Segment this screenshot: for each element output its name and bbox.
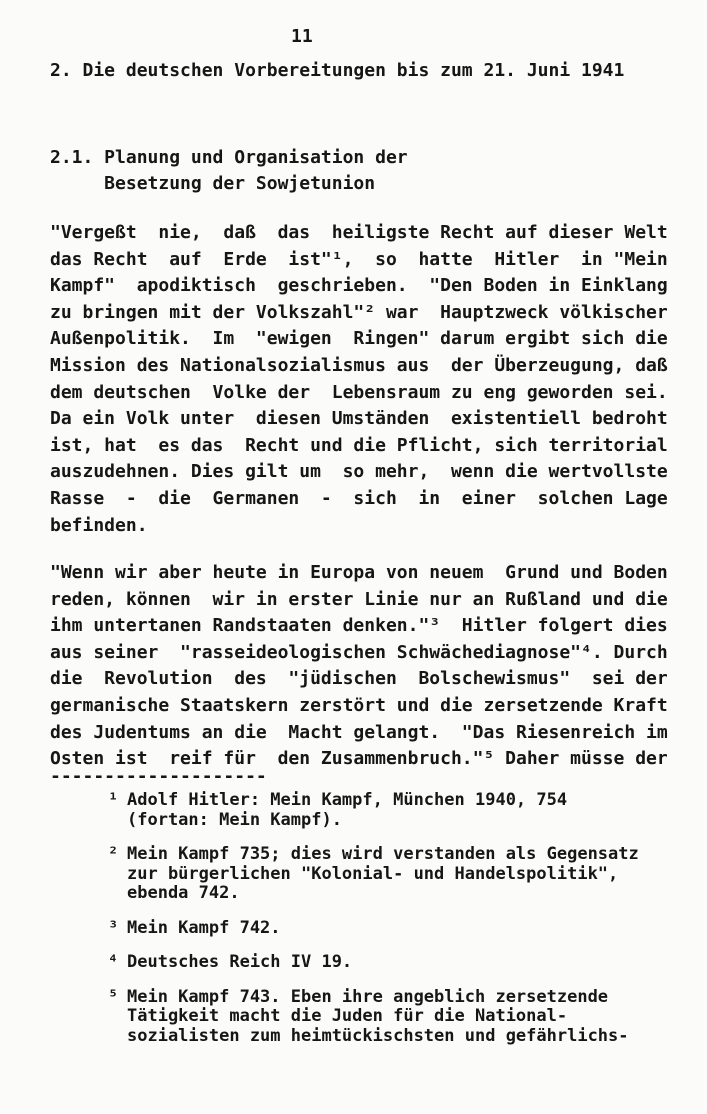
footnotes-block <box>50 791 670 1061</box>
footnote <box>50 988 670 1047</box>
footnote-marker: ² <box>108 844 119 864</box>
footnote-marker: ³ <box>108 917 119 938</box>
text-line: ebenda 742. <box>127 883 240 903</box>
page-number: 11 <box>291 26 313 47</box>
footnote-text <box>127 919 281 939</box>
text-line: Besetzung der Sowjetunion <box>50 173 376 194</box>
text-line: Mein Kampf 743. Eben ihre angeblich zersetzende <box>127 986 609 1007</box>
text-line: zu bringen mit der Volkszahl"² war Hauptzweck völkischer <box>50 301 668 323</box>
footnote <box>50 791 670 830</box>
footnote-marker: ⁵ <box>108 986 119 1007</box>
footnote-text <box>127 791 567 830</box>
footnote <box>50 919 670 939</box>
text-line: aus seiner "rasseideologischen Schwächediagnose"⁴. Durch <box>50 641 668 663</box>
paragraph-1 <box>50 220 668 539</box>
text-line: sozialisten zum heimtückischsten und gefährlichs- <box>127 1025 629 1046</box>
text-line: 2.1. Planung und Organisation der <box>50 147 408 168</box>
text-line: Osten ist reif für den Zusammenbruch."⁵ Daher müsse der <box>50 748 668 770</box>
text-line: die Revolution des "jüdischen Bolschewismus" sei der <box>50 668 668 690</box>
footnote <box>50 845 670 904</box>
text-line: germanische Staatskern zerstört und die zersetzende Kraft <box>50 694 668 716</box>
text-line: Rasse - die Germanen - sich in einer solchen Lage <box>50 487 668 509</box>
section-heading <box>50 145 408 197</box>
text-line: auszudehnen. Dies gilt um so mehr, wenn die wertvollste <box>50 461 668 483</box>
text-line: Außenpolitik. Im "ewigen Ringen" darum ergibt sich die <box>50 328 668 350</box>
footnote-text <box>127 845 639 904</box>
chapter-heading: 2. Die deutschen Vorbereitungen bis zum 21. Juni 1941 <box>50 60 625 81</box>
text-line: zur bürgerlichen "Kolonial- und Handelspolitik", <box>127 863 619 884</box>
paragraph-2 <box>50 560 668 773</box>
footnote-separator: -------------------- <box>50 766 267 787</box>
footnote-text <box>127 988 629 1047</box>
text-line: ihm untertanen Randstaaten denken."³ Hitler folgert dies <box>50 615 668 637</box>
text-line: "Wenn wir aber heute in Europa von neuem Grund und Boden <box>50 562 668 583</box>
text-line: ist, hat es das Recht und die Pflicht, sich territorial <box>50 434 668 456</box>
text-line: Tätigkeit macht die Juden für die National- <box>127 1006 568 1026</box>
text-line: Deutsches Reich IV 19. <box>127 952 353 972</box>
text-line: das Recht auf Erde ist"¹, so hatte Hitler in "Mein <box>50 248 668 270</box>
footnote <box>50 953 670 973</box>
text-line: reden, können wir in erster Linie nur an Rußland und die <box>50 588 668 610</box>
text-line: Mission des Nationalsozialismus aus der Überzeugung, daß <box>50 354 668 376</box>
text-line: Da ein Volk unter diesen Umständen existentiell bedroht <box>50 408 668 430</box>
text-line: Mein Kampf 735; dies wird verstanden als Gegensatz <box>127 844 639 864</box>
footnote-marker: ¹ <box>108 790 119 810</box>
text-line: "Vergeßt nie, daß das heiligste Recht auf dieser Welt <box>50 222 668 243</box>
text-line: Adolf Hitler: Mein Kampf, München 1940, 754 <box>127 790 568 810</box>
text-line: befinden. <box>50 514 148 536</box>
text-line: Kampf" apodiktisch geschrieben. "Den Boden in Einklang <box>50 275 668 297</box>
text-line: (fortan: Mein Kampf). <box>127 809 342 830</box>
text-line: des Judentums an die Macht gelangt. "Das Riesenreich im <box>50 721 668 743</box>
text-line: dem deutschen Volke der Lebensraum zu eng geworden sei. <box>50 381 668 403</box>
footnote-text <box>127 953 352 973</box>
text-line: Mein Kampf 742. <box>127 917 281 938</box>
footnote-marker: ⁴ <box>108 952 119 972</box>
